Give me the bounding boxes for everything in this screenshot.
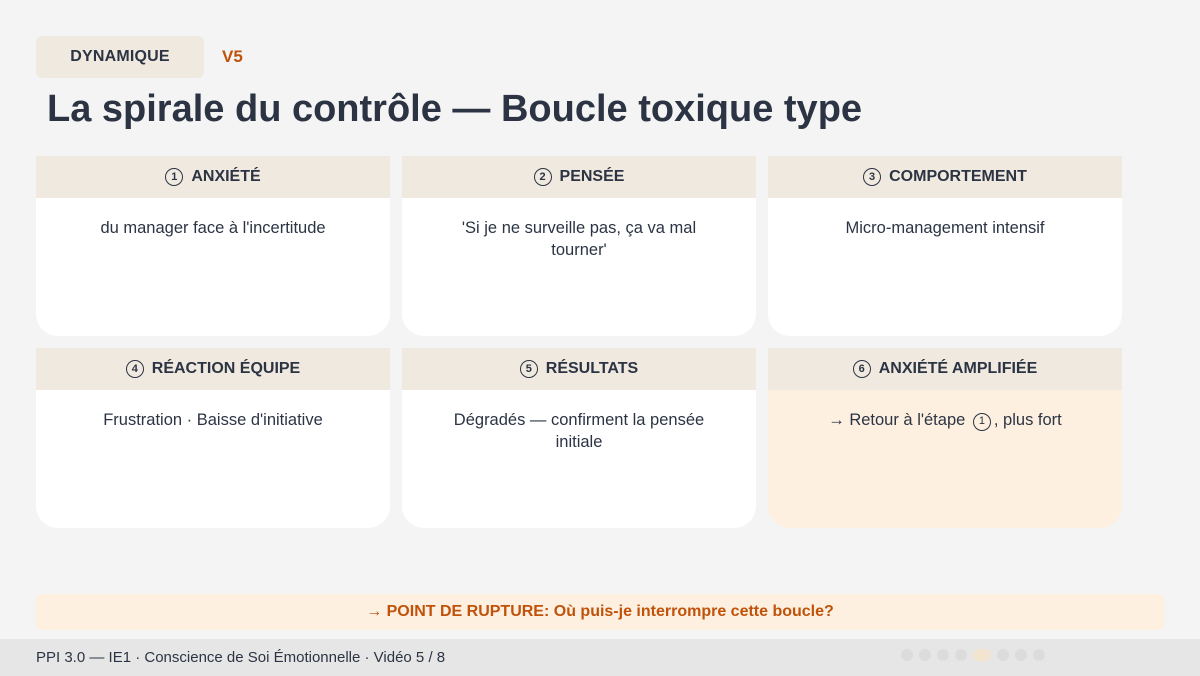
step-number-icon: 1: [165, 168, 183, 186]
progress-dot[interactable]: [1033, 649, 1045, 661]
version-label: V5: [222, 47, 243, 66]
card-amplified-anxiety: [768, 348, 1122, 528]
header-tags: [36, 36, 243, 78]
progress-dot-current[interactable]: [973, 649, 991, 661]
step-number-icon: 1: [973, 413, 991, 431]
step-number-icon: 4: [126, 360, 144, 378]
card-thought: [402, 156, 756, 336]
rupture-callout: → POINT DE RUPTURE: Où puis-je interrompre cette boucle?: [36, 594, 1164, 630]
card-title: ANXIÉTÉ AMPLIFIÉE: [878, 360, 1038, 377]
progress-dot[interactable]: [1015, 649, 1027, 661]
progress-dot[interactable]: [901, 649, 913, 661]
card-text: du manager face à l'incertitude: [100, 219, 326, 237]
step-number-icon: 2: [534, 168, 552, 186]
card-title: RÉSULTATS: [545, 360, 639, 377]
card-text: 'Si je ne surveille pas, ça va mal tourner': [461, 219, 697, 259]
card-text: [768, 390, 1122, 431]
card-results: [402, 348, 756, 528]
step-number-icon: 6: [853, 360, 871, 378]
card-title: PENSÉE: [559, 168, 625, 185]
card-text-after: , plus fort: [993, 411, 1062, 429]
card-text: Dégradés — confirment la pensée initiale: [453, 411, 705, 451]
cycle-grid: [36, 156, 1122, 528]
progress-dot[interactable]: [955, 649, 967, 661]
progress-dots: [901, 649, 1051, 661]
card-behavior: [768, 156, 1122, 336]
card-header: [768, 348, 1122, 390]
card-team-reaction: [36, 348, 390, 528]
progress-dot[interactable]: [937, 649, 949, 661]
card-header: [402, 156, 756, 198]
step-number-icon: 3: [863, 168, 881, 186]
card-text: Micro-management intensif: [845, 219, 1045, 237]
card-header: [36, 156, 390, 198]
card-title: RÉACTION ÉQUIPE: [151, 360, 301, 377]
card-header: [402, 348, 756, 390]
page-title: La spirale du contrôle — Boucle toxique type: [47, 88, 863, 130]
step-number-icon: 5: [520, 360, 538, 378]
section-tag: DYNAMIQUE: [36, 36, 204, 78]
card-title: COMPORTEMENT: [889, 168, 1027, 185]
card-title: ANXIÉTÉ: [191, 168, 261, 185]
card-header: [768, 156, 1122, 198]
card-anxiety: [36, 156, 390, 336]
progress-dot[interactable]: [919, 649, 931, 661]
progress-dot[interactable]: [997, 649, 1009, 661]
footer-bar: [0, 639, 1200, 676]
card-header: [36, 348, 390, 390]
card-text-before: → Retour à l'étape: [828, 411, 966, 429]
card-text: Frustration · Baisse d'initiative: [103, 411, 323, 429]
footer-text: PPI 3.0 — IE1 · Conscience de Soi Émotionnelle · Vidéo 5 / 8: [36, 649, 446, 666]
